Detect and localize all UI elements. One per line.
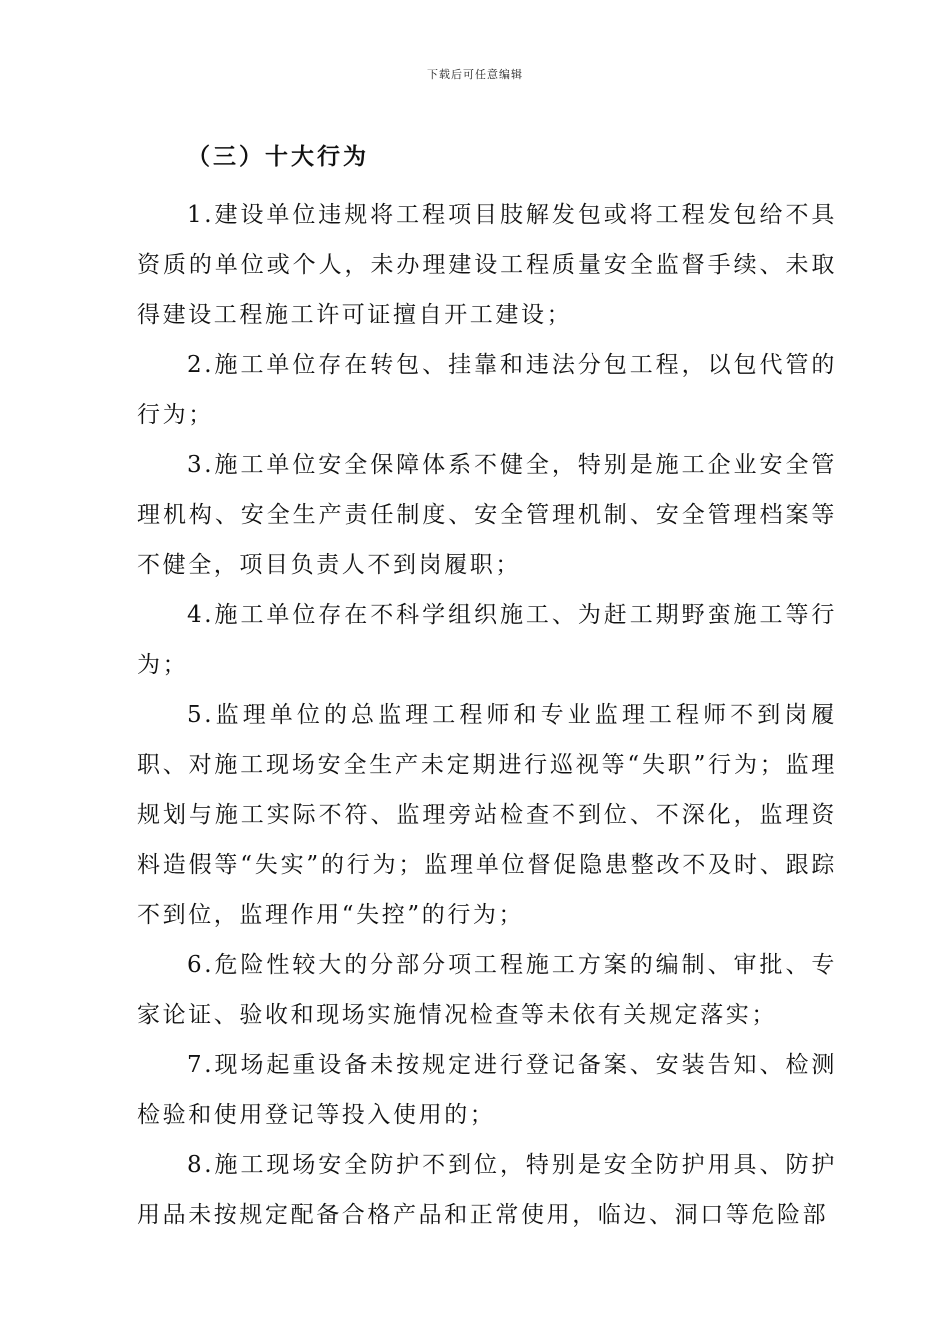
document-body — [137, 140, 837, 1240]
list-item-3: 3.施工单位安全保障体系不健全，特别是施工企业安全管理机构、安全生产责任制度、安全管理机制、安全管理档案等不健全，项目负责人不到岗履职； — [137, 452, 837, 578]
list-item-8: 8.施工现场安全防护不到位，特别是安全防护用具、防护用品未按规定配备合格产品和正常使用，临边、洞口等危险部 — [137, 1152, 837, 1228]
header-note: 下载后可任意编辑 — [427, 68, 523, 81]
list-item-1: 1.建设单位违规将工程项目肢解发包或将工程发包给不具资质的单位或个人，未办理建设工程质量安全监督手续、未取得建设工程施工许可证擅自开工建设； — [137, 202, 837, 328]
list-item-7: 7.现场起重设备未按规定进行登记备案、安装告知、检测检验和使用登记等投入使用的； — [137, 1052, 837, 1128]
section-title: （三）十大行为 — [187, 144, 369, 170]
list-item-6: 6.危险性较大的分部分项工程施工方案的编制、审批、专家论证、验收和现场实施情况检查等未依有关规定落实； — [137, 952, 837, 1028]
list-item-4: 4.施工单位存在不科学组织施工、为赶工期野蛮施工等行为； — [137, 602, 837, 678]
list-item-2: 2.施工单位存在转包、挂靠和违法分包工程，以包代管的行为； — [137, 352, 837, 428]
list-item-5: 5.监理单位的总监理工程师和专业监理工程师不到岗履职、对施工现场安全生产未定期进行巡视等“失职”行为；监理规划与施工实际不符、监理旁站检查不到位、不深化，监理资料造假等“失实”的行为；监理单位督促隐患整改不及时、跟踪不到位，监理作用“失控”的行为； — [137, 702, 837, 928]
